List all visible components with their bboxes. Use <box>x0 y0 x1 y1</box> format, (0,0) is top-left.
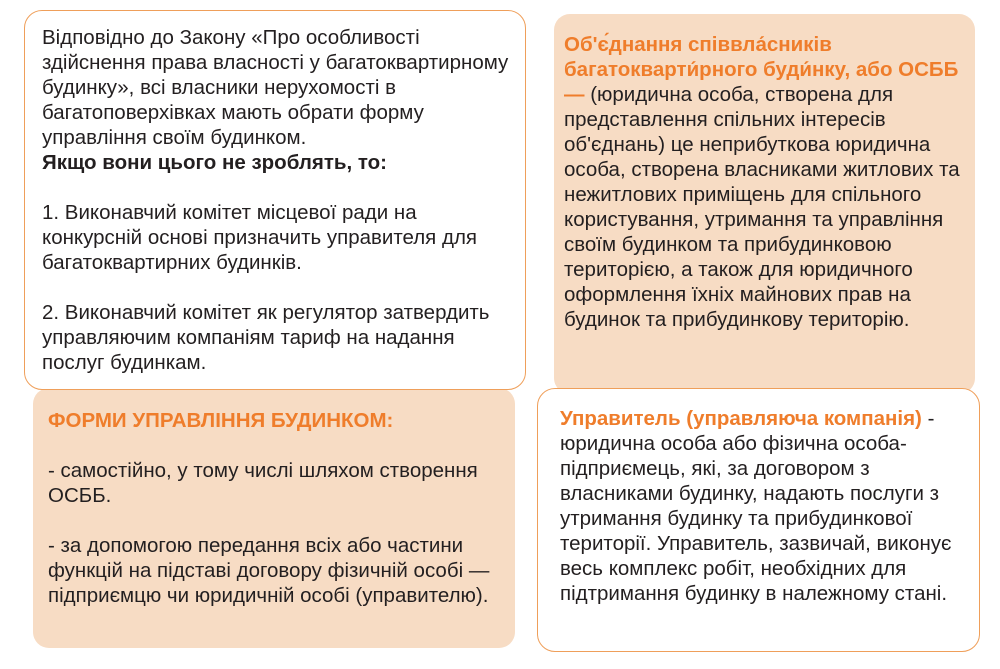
management-forms-box <box>33 388 515 648</box>
law-point-2: 2. Виконавчий комітет як регулятор затвердить управляючим компаніям тариф на надання послуг будинкам. <box>42 301 490 374</box>
osbb-term: Об'є́днання співвла́сників багатокварти́рного буди́нку, або ОСББ — <box>564 33 959 106</box>
manager-definition <box>560 406 971 606</box>
manager-definition-text: - юридична особа або фізична особа-підприємець, які, за договором з власниками будинку, надають послуги з утримання будинку та прибудинкової території. Управитель, зазвичай, виконує весь комплекс робіт, необхідних для підтримання будинку в належному стані. <box>560 407 952 605</box>
osbb-definition-box <box>554 14 975 394</box>
manager-term: Управитель (управляюча компанія) <box>560 407 922 430</box>
law-warning-text: Якщо вони цього не зроблять, то: <box>42 151 387 174</box>
osbb-definition <box>564 32 963 332</box>
osbb-definition-text: (юридична особа, створена для представлення спільних інтересів об'єднань) це неприбуткова юридична особа, створена власниками житлових та нежитлових приміщень для спільного користування, утримання та управління своїм будинком та прибудинковою територією, а також для юридичного оформлення їхніх майнових прав на будинок та прибудинкову територію. <box>564 83 960 331</box>
law-point-1: 1. Виконавчий комітет місцевої ради на конкурсній основі призначить управителя для багатоквартирних будинків. <box>42 201 478 274</box>
management-form-item-1: - самостійно, у тому числі шляхом створення ОСББ. <box>48 459 478 507</box>
law-intro-text: Відповідно до Закону «Про особливості здійснення права власності у багатоквартирному будинку», всі власники нерухомості в багатоповерхівках мають обрати форму управління своїм будинком. <box>42 26 509 149</box>
management-form-item-2: - за допомогою передання всіх або частини функцій на підставі договору фізичній особі — підприємцю чи юридичній особі (управителю). <box>48 534 490 607</box>
law-info-box <box>24 10 526 390</box>
manager-definition-box <box>537 388 980 652</box>
management-forms-title: ФОРМИ УПРАВЛІННЯ БУДИНКОМ: <box>48 409 394 432</box>
